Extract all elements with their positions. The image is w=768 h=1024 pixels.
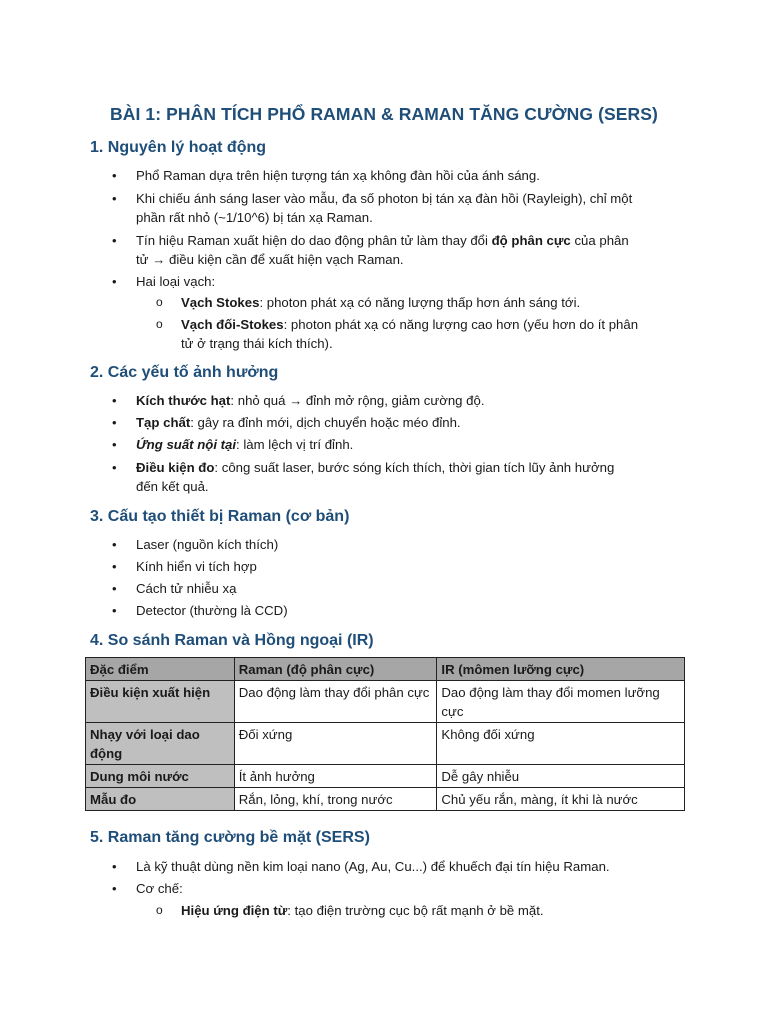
table-row (86, 681, 685, 723)
bullet-icon: • (112, 274, 117, 289)
table-cell: Dao động làm thay đổi phân cực (234, 681, 437, 723)
table-row-header: Mẫu đo (86, 788, 235, 811)
bullet-icon: • (112, 581, 117, 596)
circle-bullet-icon: o (156, 903, 163, 917)
bullet-icon: • (112, 415, 117, 430)
table-header-cell: Đặc điểm (86, 658, 235, 681)
bullet-icon: • (112, 393, 117, 408)
bullet-icon: • (112, 191, 117, 206)
table-row-header: Dung môi nước (86, 765, 235, 788)
bullet-icon: • (112, 559, 117, 574)
table-row (86, 723, 685, 765)
bullet-icon: • (112, 881, 117, 896)
table-header-cell: Raman (độ phân cực) (234, 658, 437, 681)
table-row-header: Nhạy với loại dao động (86, 723, 235, 765)
bullet-icon: • (112, 460, 117, 475)
table-cell: Đối xứng (234, 723, 437, 765)
table-header-row (86, 658, 685, 681)
bullet-icon: • (112, 233, 117, 248)
table-cell: Không đối xứng (437, 723, 685, 765)
section-5-heading: 5. Raman tăng cường bề mặt (SERS) (90, 829, 370, 846)
table-row (86, 765, 685, 788)
table-cell: Dễ gây nhiễu (437, 765, 685, 788)
section-1-heading: 1. Nguyên lý hoạt động (90, 139, 267, 156)
document-title: BÀI 1: PHÂN TÍCH PHỔ RAMAN & RAMAN TĂNG CƯỜNG (SERS) (110, 104, 658, 124)
bullet-icon: • (112, 859, 117, 874)
table-row (86, 788, 685, 811)
circle-bullet-icon: o (156, 295, 163, 309)
section-3-heading: 3. Cấu tạo thiết bị Raman (cơ bản) (90, 508, 350, 525)
bullet-icon: • (112, 537, 117, 552)
bullet-icon: • (112, 437, 117, 452)
table-cell: Rắn, lỏng, khí, trong nước (234, 788, 437, 811)
bullet-icon: • (112, 603, 117, 618)
section-2-heading: 2. Các yếu tố ảnh hưởng (90, 364, 279, 381)
document-page: BÀI 1: PHÂN TÍCH PHỔ RAMAN & RAMAN TĂNG CƯỜNG (SERS) 1. Nguyên lý hoạt động • Phổ Raman dựa trên hiện tượng tán xạ không đàn hồi của ánh sáng. • Khi chiếu ánh sáng laser vào mẫu, đa số photon bị tán xạ đàn hồi (Rayleigh), chỉ một phần rất nhỏ (~1/10^6) bị tán xạ Raman. • Tín hiệu Raman xuất hiện do dao động phân tử làm thay đổi độ phân cực của phân tử → điều kiện cần để xuất hiện vạch Raman. • Hai loại vạch: o Vạch Stokes: photon phát xạ có năng lượng thấp hơn ánh sáng tới. o Vạch đối-Stokes: photon phát xạ có năng lượng cao hơn (yếu hơn do ít phân tử ở trạng thái kích thích). 2. Các yếu tố ảnh hưởng • Kích thước hạt: nhỏ quá → đỉnh mở rộng, giảm cường độ. • Tạp chất: gây ra đỉnh mới, dịch chuyển hoặc méo đỉnh. • Ứng suất nội tại: làm lệch vị trí đỉnh. • Điều kiện đo: công suất laser, bước sóng kích thích, thời gian tích lũy ảnh hưởng đến kết quả. 3. Cấu tạo thiết bị Raman (cơ bản) • Laser (nguồn kích thích) • Kính hiển vi tích hợp • Cách tử nhiễu xạ • Detector (thường là CCD) 4. So sánh Raman và Hồng ngoại (IR) Đặc điểm Raman (độ phân cực) IR (mômen lưỡng cực) Điều kiện xuất hiện Dao động làm thay đổi phân cực Dao động làm thay đổi momen lưỡng cực Nhạy với loại dao động Đối xứng Không đối xứng Dung môi nước Ít ảnh hưởng Dễ gây nhiễu Mẫu đo Rắn, lỏng, khí, trong nước Chủ yếu rắn, màng, ít khi là nước 5. Raman tăng cường bề mặt (SERS) • Là kỹ thuật dùng nền kim loại nano (Ag, Au, Cu...) để khuếch đại tín hiệu Raman. • Cơ chế: o Hiệu ứng điện từ: tạo điện trường cục bộ rất mạnh ở bề mặt. (0, 0, 768, 1024)
bullet-icon: • (112, 168, 117, 183)
comparison-table (85, 657, 685, 811)
table-cell: Ít ảnh hưởng (234, 765, 437, 788)
table-row-header: Điều kiện xuất hiện (86, 681, 235, 723)
table-header-cell: IR (mômen lưỡng cực) (437, 658, 685, 681)
circle-bullet-icon: o (156, 317, 163, 331)
table-cell: Chủ yếu rắn, màng, ít khi là nước (437, 788, 685, 811)
section-4-heading: 4. So sánh Raman và Hồng ngoại (IR) (90, 632, 374, 649)
table-cell: Dao động làm thay đổi momen lưỡng cực (437, 681, 685, 723)
